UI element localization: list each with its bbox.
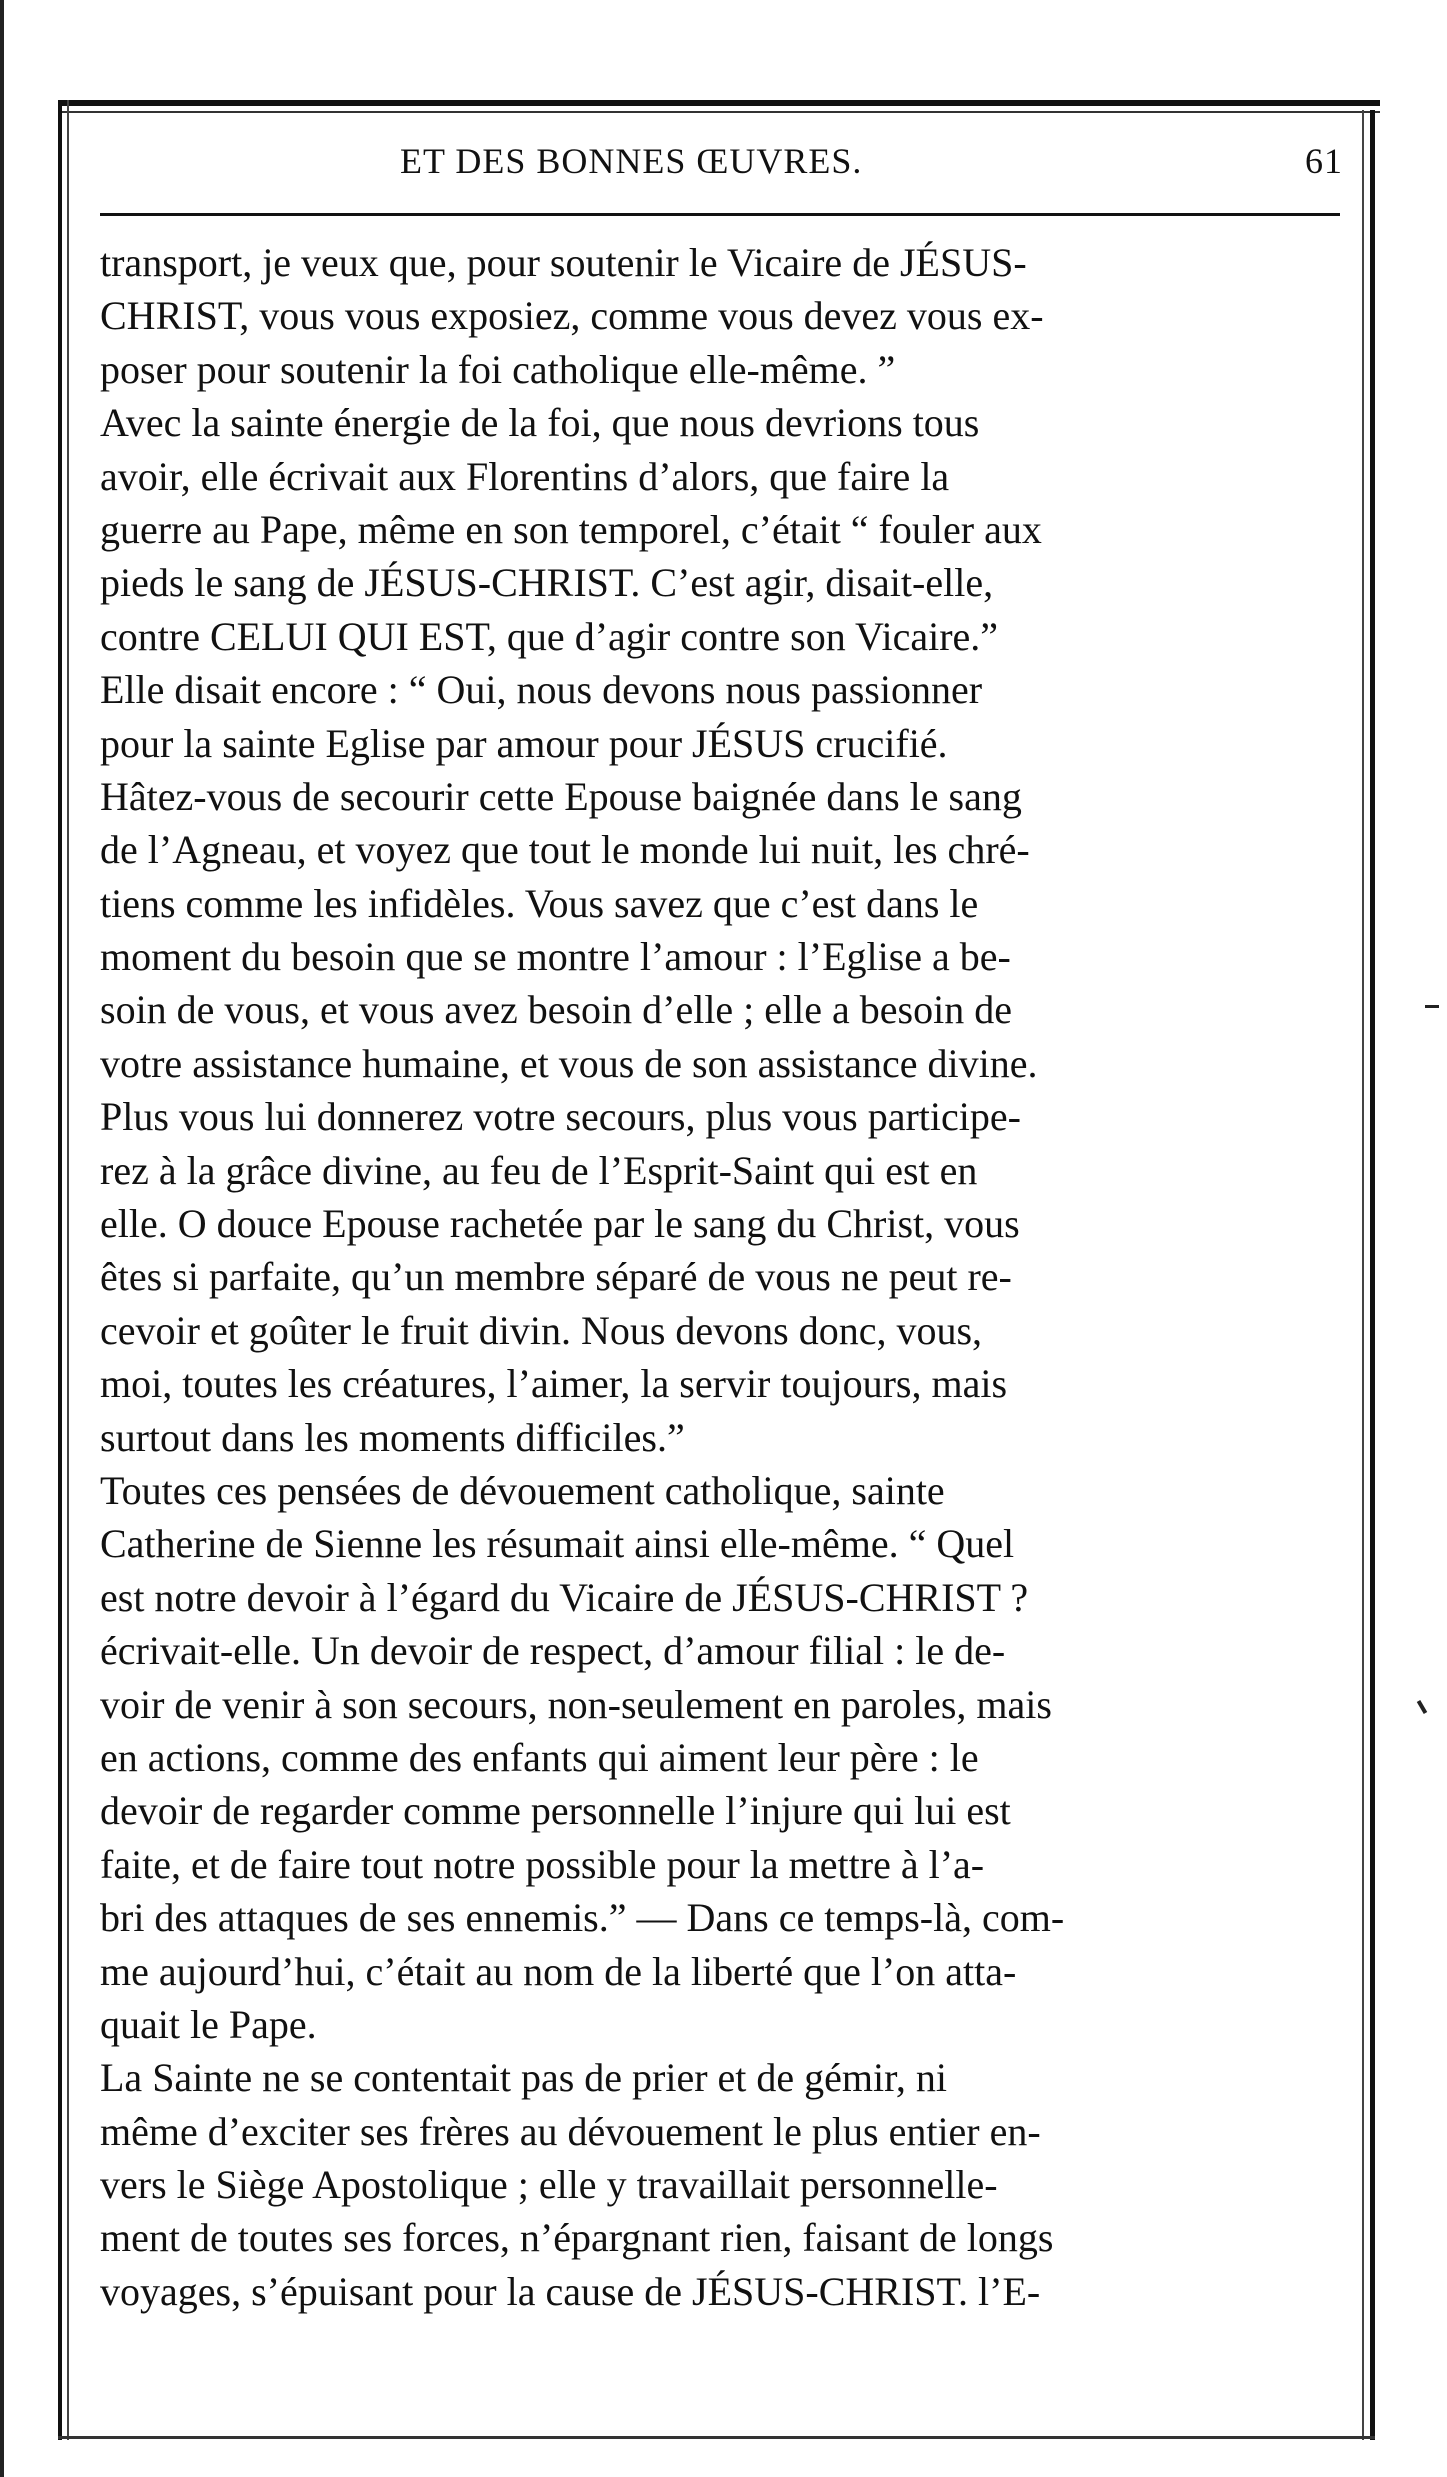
stray-ink-mark	[1425, 1005, 1439, 1008]
text-line: soin de vous, et vous avez besoin d’elle ; elle a besoin de	[100, 987, 1012, 1033]
text-line: transport, je veux que, pour soutenir le Vicaire de JÉSUS-	[100, 240, 1027, 285]
body-text	[100, 236, 1340, 2318]
text-line: moi, toutes les créatures, l’aimer, la servir toujours, mais	[100, 1361, 1008, 1407]
text-line: est notre devoir à l’égard du Vicaire de JÉSUS-CHRIST ?	[100, 1574, 1029, 1620]
text-line: Avec la sainte énergie de la foi, que nous devrions tous	[100, 400, 980, 446]
text-line: Toutes ces pensées de dévouement catholique, sainte	[100, 1467, 945, 1513]
text-line: me aujourd’hui, c’était au nom de la liberté que l’on atta-	[100, 1948, 1017, 1994]
text-line: bri des attaques de ses ennemis.” — Dans ce temps-là, com-	[100, 1895, 1065, 1941]
stray-ink-mark	[1417, 1700, 1427, 1714]
text-line: cevoir et goûter le fruit divin. Nous devons donc, vous,	[100, 1307, 983, 1353]
page-edge-rule	[0, 0, 4, 2477]
text-line: rez à la grâce divine, au feu de l’Esprit-Saint qui est en	[100, 1147, 978, 1193]
text-line: ment de toutes ses forces, n’épargnant rien, faisant de longs	[100, 2215, 1054, 2261]
text-line: écrivait-elle. Un devoir de respect, d’amour filial : le de-	[100, 1628, 1006, 1674]
text-line: La Sainte ne se contentait pas de prier et de gémir, ni	[100, 2055, 947, 2101]
text-line: pieds le sang de JÉSUS-CHRIST. C’est agir, disait-elle,	[100, 560, 994, 606]
text-line: faite, et de faire tout notre possible pour la mettre à l’a-	[100, 1841, 985, 1887]
text-line: voyages, s’épuisant pour la cause de JÉSUS-CHRIST. l’E-	[100, 2268, 1041, 2314]
text-line: voir de venir à son secours, non-seulement en paroles, mais	[100, 1681, 1052, 1727]
text-line: vers le Siège Apostolique ; elle y travaillait personnelle-	[100, 2162, 998, 2208]
page-header	[100, 140, 1355, 196]
text-line: CHRIST, vous vous exposiez, comme vous devez vous ex-	[100, 293, 1044, 339]
header-rule	[100, 213, 1340, 216]
text-line: êtes si parfaite, qu’un membre séparé de vous ne peut re-	[100, 1254, 1012, 1300]
text-line: guerre au Pape, même en son temporel, c’était “ fouler aux	[100, 506, 1042, 552]
frame-right-rule-thin	[1362, 110, 1364, 2440]
text-line: en actions, comme des enfants qui aiment leur père : le	[100, 1734, 979, 1780]
text-line: devoir de regarder comme personnelle l’injure qui lui est	[100, 1788, 1011, 1834]
frame-top-rule	[58, 100, 1380, 106]
frame-bottom-rule	[58, 2436, 1375, 2439]
frame-top-rule-thin	[58, 111, 1380, 113]
frame-left-rule-thin	[67, 100, 69, 2440]
text-line: Hâtez-vous de secourir cette Epouse baignée dans le sang	[100, 773, 1022, 819]
text-line: même d’exciter ses frères au dévouement le plus entier en-	[100, 2108, 1041, 2154]
text-line: votre assistance humaine, et vous de son assistance divine.	[100, 1040, 1038, 1086]
text-line: contre CELUI QUI EST, que d’agir contre son Vicaire.”	[100, 613, 999, 659]
running-head: ET DES BONNES ŒUVRES.	[400, 141, 863, 181]
text-line: avoir, elle écrivait aux Florentins d’alors, que faire la	[100, 453, 950, 499]
text-line: surtout dans les moments difficiles.”	[100, 1414, 685, 1460]
text-line: poser pour soutenir la foi catholique elle-même. ”	[100, 346, 896, 392]
text-line: Catherine de Sienne les résumait ainsi elle-même. “ Quel	[100, 1521, 1015, 1567]
text-line: pour la sainte Eglise par amour pour JÉSUS crucifié.	[100, 720, 948, 766]
text-line: Plus vous lui donnerez votre secours, plus vous participe-	[100, 1094, 1021, 1140]
page-number: 61	[1305, 141, 1343, 181]
text-line: moment du besoin que se montre l’amour : l’Eglise a be-	[100, 934, 1011, 980]
text-line: de l’Agneau, et voyez que tout le monde lui nuit, les chré-	[100, 827, 1030, 873]
text-line: elle. O douce Epouse rachetée par le sang du Christ, vous	[100, 1201, 1020, 1247]
frame-right-rule	[1370, 110, 1375, 2440]
frame-left-rule	[58, 100, 62, 2440]
text-line: quait le Pape.	[100, 2001, 317, 2047]
text-line: Elle disait encore : “ Oui, nous devons nous passionner	[100, 667, 983, 713]
text-line: tiens comme les infidèles. Vous savez que c’est dans le	[100, 880, 979, 926]
